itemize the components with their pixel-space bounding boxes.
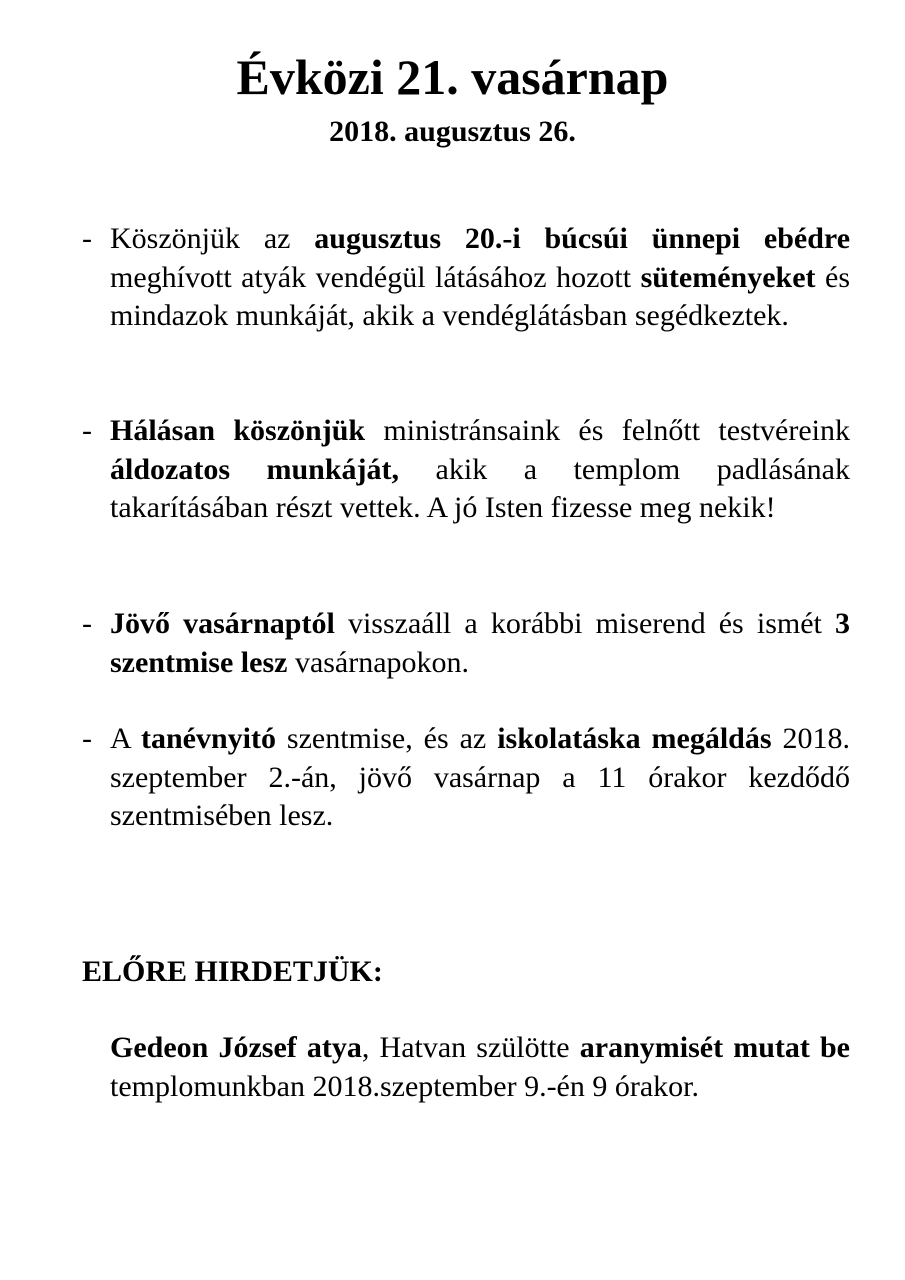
announcement-text — [110, 720, 850, 836]
page-date: 2018. augusztus 26. — [329, 115, 576, 148]
announcement-item — [82, 412, 850, 528]
section-heading: ELŐRE HIRDETJÜK: — [82, 955, 383, 988]
text-segment: és mindazok munkáját, akik a vendéglátásban segédkeztek. — [110, 260, 850, 332]
announcement-item — [82, 720, 850, 836]
text-segment: meghívott atyák vendégül látásához hozott — [110, 260, 641, 294]
text-segment-bold: áldozatos munkáját, — [110, 452, 400, 486]
text-segment-bold: 3 szentmise lesz — [110, 607, 850, 679]
announcement-item — [82, 605, 850, 682]
text-segment-bold: Hálásan köszönjük — [110, 414, 366, 447]
announcement-text — [110, 220, 850, 336]
list-dash: - — [82, 222, 92, 255]
text-segment-bold: Gedeon József atya — [110, 1031, 362, 1064]
list-dash: - — [82, 607, 92, 640]
text-segment-bold: Jövő vasárnaptól — [110, 607, 335, 640]
page-title: Évközi 21. vasárnap — [236, 49, 669, 105]
text-segment: , Hatvan szülötte — [361, 1031, 580, 1064]
list-dash: - — [82, 722, 92, 755]
announcement-item — [82, 220, 850, 336]
text-segment: akik a templom padlásának takarításában részt vettek. A jó Isten fizesse meg nekik! — [110, 452, 850, 524]
text-segment: templomunkban 2018.szeptember 9.-én 9 órakor. — [110, 1069, 700, 1103]
list-dash: - — [82, 414, 92, 447]
text-segment-bold: iskolatáska megáldás — [497, 722, 772, 755]
text-segment: A — [110, 722, 141, 755]
text-segment: 2018. szeptember 2.-án, jövő vasárnap a 11 órakor kezdődő szentmisében lesz. — [110, 722, 850, 832]
advance-notice-text — [110, 1029, 850, 1106]
text-segment-bold: augusztus 20.-i búcsúi ünnepi ebédre — [314, 222, 851, 255]
text-segment-bold: süteményeket — [640, 260, 816, 294]
announcement-text — [110, 605, 850, 682]
text-segment: szentmise, és az — [275, 722, 498, 755]
announcement-text — [110, 412, 850, 528]
text-segment: ministránsaink és felnőtt testvéreink — [365, 414, 851, 447]
text-segment: vasárnapokon. — [287, 645, 470, 679]
text-segment: Köszönjük az — [110, 222, 315, 255]
text-segment: visszaáll a korábbi miserend és ismét — [334, 607, 835, 640]
text-segment-bold: aranymisét mutat be — [579, 1031, 850, 1064]
text-segment-bold: tanévnyitó — [140, 722, 276, 755]
